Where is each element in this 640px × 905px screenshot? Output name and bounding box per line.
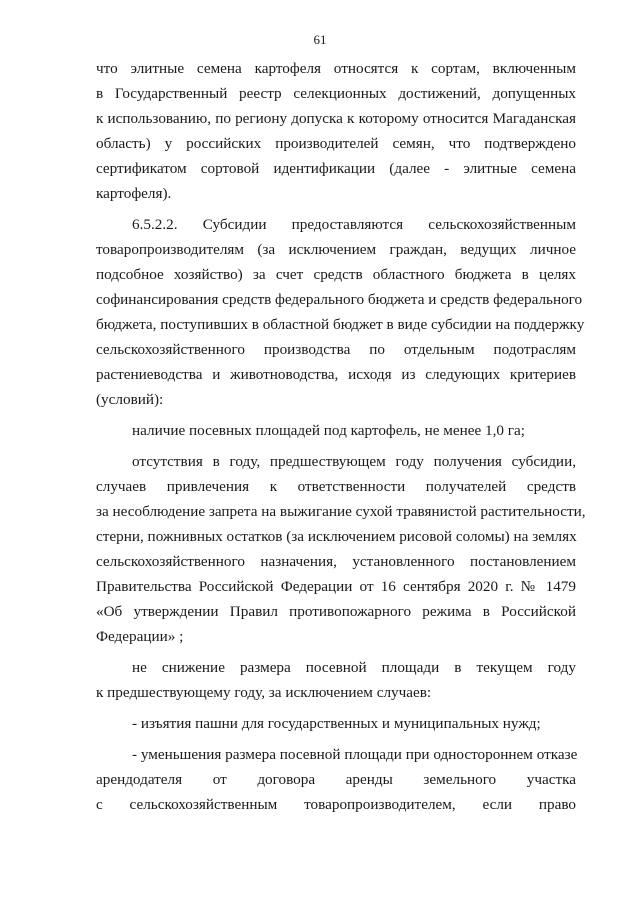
- text-line: бюджета, поступивших в областной бюджет в виде субсидии на поддержку: [96, 316, 585, 333]
- text-line: стерни, пожнивных остатков (за исключением рисовой соломы) на землях: [96, 528, 577, 545]
- text-line: наличие посевных площадей под картофель, не менее 1,0 га;: [132, 422, 525, 439]
- text-line: что элитные семена картофеля относятся к сортам, включенным: [96, 60, 576, 77]
- text-line: 6.5.2.2. Субсидии предоставляются сельскохозяйственным: [132, 216, 576, 233]
- document-body: [96, 56, 586, 817]
- paragraph: [96, 711, 576, 736]
- text-line: (условий):: [96, 391, 164, 408]
- text-line: арендодателя от договора аренды земельного участка: [96, 771, 576, 788]
- text-line: сертификатом сортовой идентификации (далее - элитные семена: [96, 160, 576, 177]
- paragraph: [96, 212, 585, 412]
- paragraph: [96, 655, 576, 705]
- text-line: Федерации» ;: [96, 628, 184, 645]
- text-line: отсутствия в году, предшествующем году получения субсидии,: [132, 453, 576, 470]
- text-line: к предшествующему году, за исключением случаев:: [96, 684, 432, 701]
- text-line: с сельскохозяйственным товаропроизводителем, если право: [96, 796, 576, 813]
- text-line: «Об утверждении Правил противопожарного режима в Российской: [96, 603, 576, 620]
- text-line: сельскохозяйственного назначения, установленного постановлением: [96, 553, 576, 570]
- paragraph: [96, 418, 576, 443]
- text-line: товаропроизводителям (за исключением граждан, ведущих личное: [96, 241, 576, 258]
- text-line: сельскохозяйственного производства по отдельным подотраслям: [96, 341, 576, 358]
- text-line: - изъятия пашни для государственных и муниципальных нужд;: [132, 715, 541, 732]
- text-line: подсобное хозяйство) за счет средств областного бюджета в целях: [96, 266, 576, 283]
- text-line: к использованию, по региону допуска к которому относится Магаданская: [96, 110, 576, 127]
- text-line: картофеля).: [96, 185, 172, 202]
- page-number: 61: [313, 32, 327, 47]
- text-line: за несоблюдение запрета на выжигание сухой травянистой растительности,: [96, 503, 586, 520]
- text-line: область) у российских производителей семян, что подтверждено: [96, 135, 576, 152]
- text-line: софинансирования средств федерального бюджета и средств федерального: [96, 291, 583, 308]
- text-line: случаев привлечения к ответственности получателей средств: [96, 478, 576, 495]
- text-line: растениеводства и животноводства, исходя из следующих критериев: [96, 366, 576, 383]
- text-line: не снижение размера посевной площади в текущем году: [132, 659, 576, 676]
- text-line: в Государственный реестр селекционных достижений, допущенных: [96, 85, 576, 102]
- paragraph: [96, 56, 576, 206]
- text-line: - уменьшения размера посевной площади при одностороннем отказе: [132, 746, 578, 763]
- paragraph: [96, 449, 586, 649]
- paragraph: [96, 742, 576, 817]
- text-line: Правительства Российской Федерации от 16 сентября 2020 г. № 1479: [96, 578, 576, 595]
